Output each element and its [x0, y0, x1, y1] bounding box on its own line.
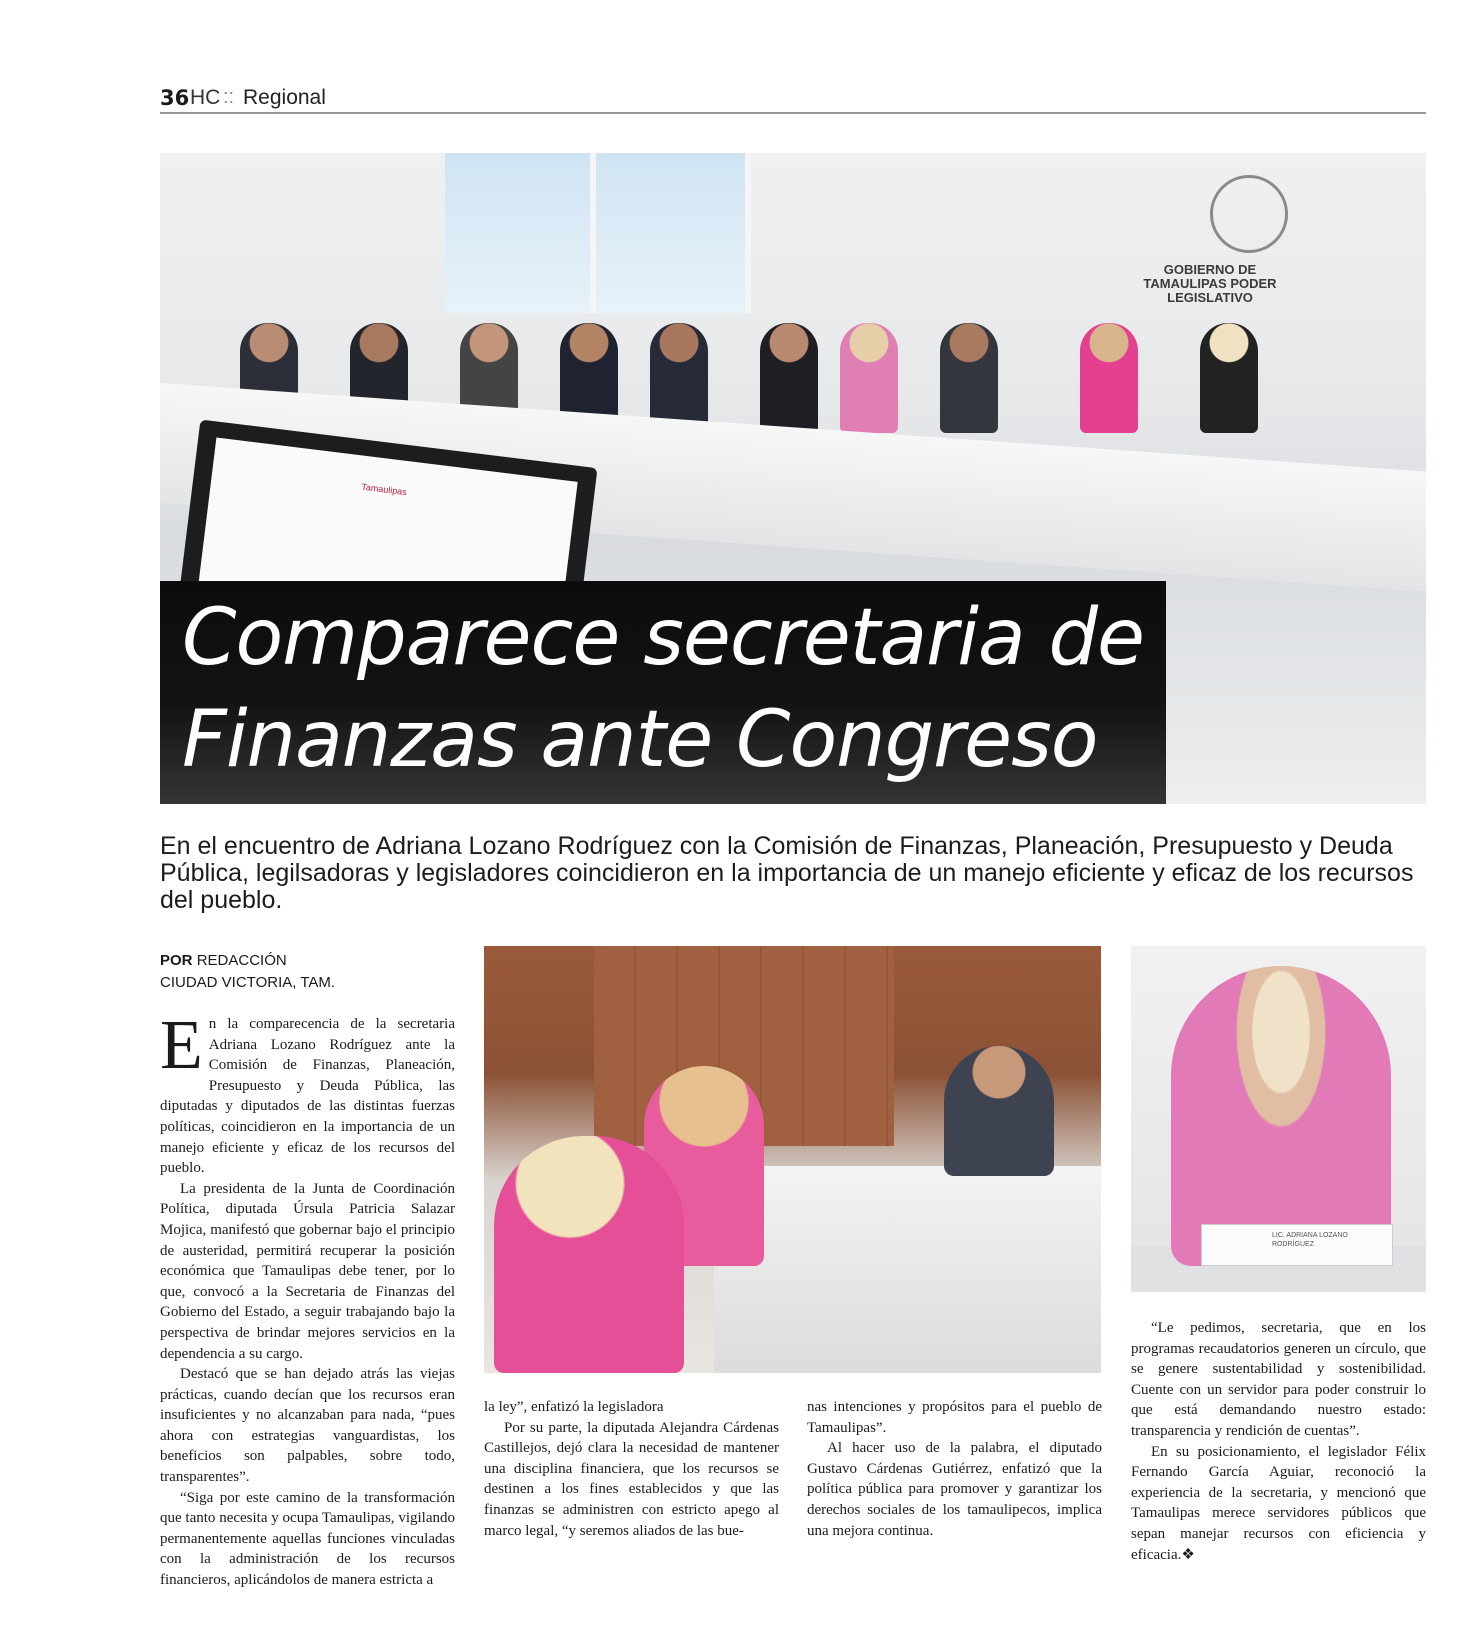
byline — [160, 950, 335, 994]
drop-cap: E — [160, 1007, 203, 1084]
headline-box — [160, 581, 1166, 804]
meeting-table — [714, 1166, 1101, 1373]
secretary-portrait-photo — [1131, 946, 1426, 1292]
person — [944, 1046, 1054, 1176]
page-number: 36 — [160, 86, 190, 110]
paragraph: “Le pedimos, secretaria, que en los programas recaudatorios generen un círculo, que se genere sustentabilidad y sostenibilidad. Cuente con un servidor para poder construir lo que está demandando nuestro estado: transparencia y rendición de cuentas”. — [1131, 1320, 1426, 1439]
person — [1200, 323, 1258, 433]
article-column-1 — [160, 1007, 455, 1591]
wall-sign: GOBIERNO DE TAMAULIPAS PODER LEGISLATIVO — [1143, 262, 1277, 305]
paragraph: La presidenta de la Junta de Coordinación Política, diputada Úrsula Patricia Salazar Mojica, manifestó que gobernar bajo el principio de austeridad, permitirá recuperar la posición económica que Tamaulipas debe tener, por lo que, convocó a la Secretaria de Finanzas del Gobierno del Estado, a seguir trabajando bajo la perspectiva de brindar mejores servicios en la dependencia a su cargo. — [160, 1180, 455, 1362]
byline-location: CIUDAD VICTORIA, TAM. — [160, 974, 336, 991]
headline: Comparece secretaria de Finanzas ante Congreso — [182, 593, 1144, 785]
person — [650, 323, 708, 433]
person — [1171, 966, 1391, 1266]
brand-logo: HC — [190, 86, 221, 109]
person — [940, 323, 998, 433]
paragraph: la ley”, enfatizó la legisladora — [484, 1399, 664, 1415]
page-header — [160, 86, 1426, 112]
person — [1080, 323, 1138, 433]
name-plate-text: LIC. ADRIANA LOZANO RODRÍGUEZ — [1272, 1232, 1348, 1248]
person — [494, 1136, 684, 1373]
monitor-logo: Tamaulipas — [360, 481, 408, 498]
paragraph: En la comparecencia de la secretaria Adriana Lozano Rodríguez ante la Comisión de Finanzas, Planeación, Presupuesto y Deuda Pública, las diputadas y diputados de las distintas fuerzas políticas, coincidieron en la importancia de un manejo eficiente y eficaz de los recursos del pueblo. — [160, 1007, 455, 1177]
paragraph: nas intenciones y propósitos para el pueblo de Tamaulipas”. — [807, 1399, 1102, 1436]
person — [840, 323, 898, 433]
name-plate — [1201, 1224, 1393, 1266]
paragraph: Destacó que se han dejado atrás las viejas prácticas, cuando decían que los recursos eran insuficientes y no alcanzaban para nada, “pues ahora con estrategias vanguardistas, los beneficios son palpables, sobre todo, transparentes”. — [160, 1366, 455, 1486]
paragraph: “Siga por este camino de la transformación que tanto necesita y ocupa Tamaulipas, vigilando permanentemente aquellas funciones vinculadas con la administración de los recursos financieros, aplicándolos de manera estricta a — [160, 1489, 455, 1589]
coat-of-arms-seal — [1210, 175, 1288, 253]
byline-por: POR — [160, 952, 193, 969]
deck-subtitle: En el encuentro de Adriana Lozano Rodríguez con la Comisión de Finanzas, Planeación, Presupuesto y Deuda Pública, legilsadoras y legisladores coincidieron en la importancia de un manejo eficiente y eficaz de los recursos del pueblo. — [160, 832, 1414, 914]
paragraph: Por su parte, la diputada Alejandra Cárdenas Castillejos, dejó clara la necesidad de mantener una disciplina financiera, que los recursos se destinen a los fines establecidos y que las finanzas se administren con estricto apego al marco legal, “y seremos aliados de las bue- — [484, 1419, 779, 1539]
paragraph: En su posicionamiento, el legislador Félix Fernando García Aguiar, reconoció la experiencia de la secretaria, y mencionó que Tamaulipas merece servidores públicos que sepan manejar recursos con eficiencia y eficacia.❖ — [1131, 1443, 1426, 1563]
byline-author: REDACCIÓN — [196, 952, 287, 969]
person — [760, 323, 818, 433]
article-column-2 — [484, 1397, 779, 1541]
header-rule — [160, 112, 1426, 114]
header-separator: :: — [223, 86, 235, 108]
meeting-photo — [484, 946, 1101, 1373]
section-name: Regional — [243, 86, 326, 109]
paragraph: Al hacer uso de la palabra, el diputado Gustavo Cárdenas Gutiérrez, enfatizó que la política pública para promover y garantizar los derechos sociales de los tamaulipecos, implica una mejora continua. — [807, 1440, 1102, 1539]
article-column-4 — [1131, 1318, 1426, 1565]
article-column-3 — [807, 1397, 1102, 1541]
